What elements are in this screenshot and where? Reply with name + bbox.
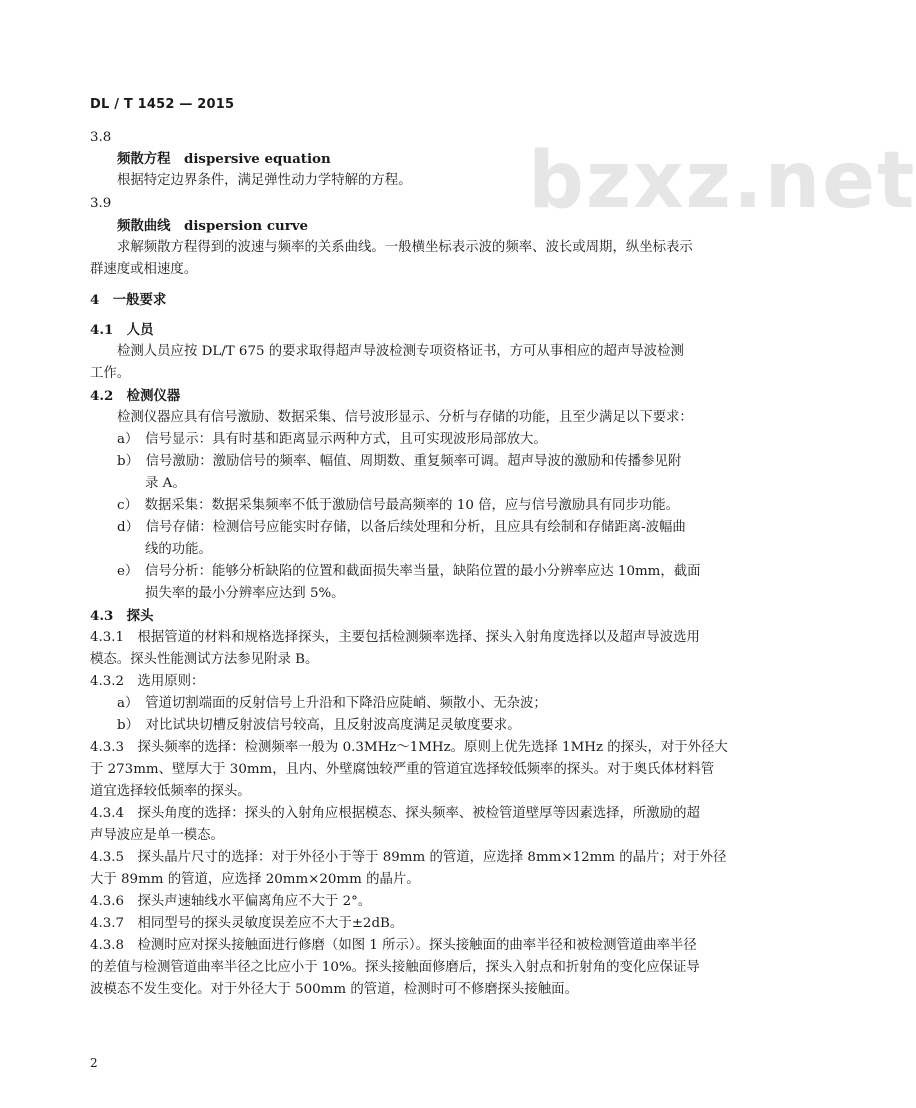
list-item-4-2-e-line-2: 损失率的最小分辨率应达到 5%。 bbox=[145, 586, 345, 601]
list-item-4-2-b-line-2: 录 A。 bbox=[145, 476, 186, 491]
clause-heading-4-2: 4.2 检测仪器 bbox=[90, 388, 181, 404]
paragraph-4-3-6: 4.3.6 探头声速轴线水平偏离角应不大于 2°。 bbox=[90, 894, 372, 909]
term-dispersion-curve: 频散曲线 dispersion curve bbox=[117, 218, 309, 234]
clause-heading-4-3: 4.3 探头 bbox=[90, 608, 154, 624]
clause-number-3-8: 3.8 bbox=[90, 130, 112, 145]
list-item-4-2-d-line-1: d） 信号存储：检测信号应能实时存储，以备后续处理和分析，且应具有绘制和存储距离-波幅曲 bbox=[117, 520, 686, 535]
document-id-header: DL / T 1452 — 2015 bbox=[90, 97, 235, 112]
clause-number-3-9: 3.9 bbox=[90, 196, 112, 211]
paragraph-4-3-4-line-1: 4.3.4 探头角度的选择：探头的入射角应根据模态、探头频率、被检管道壁厚等因素选择，所激励的超 bbox=[90, 806, 700, 821]
paragraph-4-3-1-line-2: 模态。探头性能测试方法参见附录 B。 bbox=[90, 652, 319, 667]
clause-heading-4-1: 4.1 人员 bbox=[90, 322, 154, 338]
section-heading-4: 4 一般要求 bbox=[90, 292, 167, 308]
paragraph-4-1-line-2: 工作。 bbox=[90, 366, 131, 381]
term-dispersive-equation: 频散方程 dispersive equation bbox=[117, 151, 331, 167]
list-item-4-3-2-b: b） 对比试块切槽反射波信号较高，且反射波高度满足灵敏度要求。 bbox=[117, 718, 521, 733]
paragraph-4-3-5-line-2: 大于 89mm 的管道，应选择 20mm×20mm 的晶片。 bbox=[90, 872, 420, 887]
list-item-4-2-d-line-2: 线的功能。 bbox=[145, 542, 212, 557]
page-number: 2 bbox=[90, 1056, 98, 1070]
paragraph-4-3-8-line-2: 的差值与检测管道曲率半径之比应小于 10%。探头接触面修磨后，探头入射点和折射角的变化应保证导 bbox=[90, 960, 700, 975]
list-item-4-2-b-line-1: b） 信号激励：激励信号的频率、幅值、周期数、重复频率可调。超声导波的激励和传播参见附 bbox=[117, 454, 682, 469]
watermark: bzxz.net bbox=[528, 136, 916, 226]
paragraph-4-3-1-line-1: 4.3.1 根据管道的材料和规格选择探头，主要包括检测频率选择、探头入射角度选择以及超声导波选用 bbox=[90, 630, 700, 645]
definition-dispersive-equation: 根据特定边界条件，满足弹性动力学特解的方程。 bbox=[117, 173, 412, 188]
list-item-4-2-a: a） 信号显示：具有时基和距离显示两种方式，且可实现波形局部放大。 bbox=[117, 432, 547, 447]
paragraph-4-3-4-line-2: 声导波应是单一模态。 bbox=[90, 828, 224, 843]
paragraph-4-3-5-line-1: 4.3.5 探头晶片尺寸的选择：对于外径小于等于 89mm 的管道，应选择 8mm×12mm 的晶片；对于外径 bbox=[90, 850, 727, 865]
paragraph-4-3-8-line-1: 4.3.8 检测时应对探头接触面进行修磨（如图 1 所示）。探头接触面的曲率半径和被检测管道曲率半径 bbox=[90, 938, 697, 953]
definition-dispersion-curve-line-1: 求解频散方程得到的波速与频率的关系曲线。一般横坐标表示波的频率、波长或周期，纵坐标表示 bbox=[117, 240, 693, 255]
list-item-4-3-2-a: a） 管道切割端面的反射信号上升沿和下降沿应陡峭、频散小、无杂波； bbox=[117, 696, 547, 711]
paragraph-4-3-3-line-3: 道宜选择较低频率的探头。 bbox=[90, 784, 251, 799]
list-item-4-2-c: c） 数据采集：数据采集频率不低于激励信号最高频率的 10 倍，应与信号激励具有同步功能。 bbox=[117, 498, 679, 513]
paragraph-4-3-8-line-3: 波模态不发生变化。对于外径大于 500mm 的管道，检测时可不修磨探头接触面。 bbox=[90, 982, 578, 997]
list-item-4-2-e-line-1: e） 信号分析：能够分析缺陷的位置和截面损失率当量，缺陷位置的最小分辨率应达 10mm，截面 bbox=[117, 564, 701, 579]
paragraph-4-2-intro: 检测仪器应具有信号激励、数据采集、信号波形显示、分析与存储的功能，且至少满足以下要求： bbox=[117, 410, 693, 425]
paragraph-4-3-3-line-1: 4.3.3 探头频率的选择：检测频率一般为 0.3MHz～1MHz。原则上优先选择 1MHz 的探头，对于外径大 bbox=[90, 740, 728, 755]
paragraph-4-3-7: 4.3.7 相同型号的探头灵敏度误差应不大于±2dB。 bbox=[90, 916, 404, 931]
paragraph-4-1-line-1: 检测人员应按 DL/T 675 的要求取得超声导波检测专项资格证书，方可从事相应的超声导波检测 bbox=[117, 344, 684, 359]
paragraph-4-3-2: 4.3.2 选用原则： bbox=[90, 674, 205, 689]
paragraph-4-3-3-line-2: 于 273mm、壁厚大于 30mm，且内、外壁腐蚀较严重的管道宜选择较低频率的探头。对于奥氏体材料管 bbox=[90, 762, 715, 777]
definition-dispersion-curve-line-2: 群速度或相速度。 bbox=[90, 262, 198, 277]
